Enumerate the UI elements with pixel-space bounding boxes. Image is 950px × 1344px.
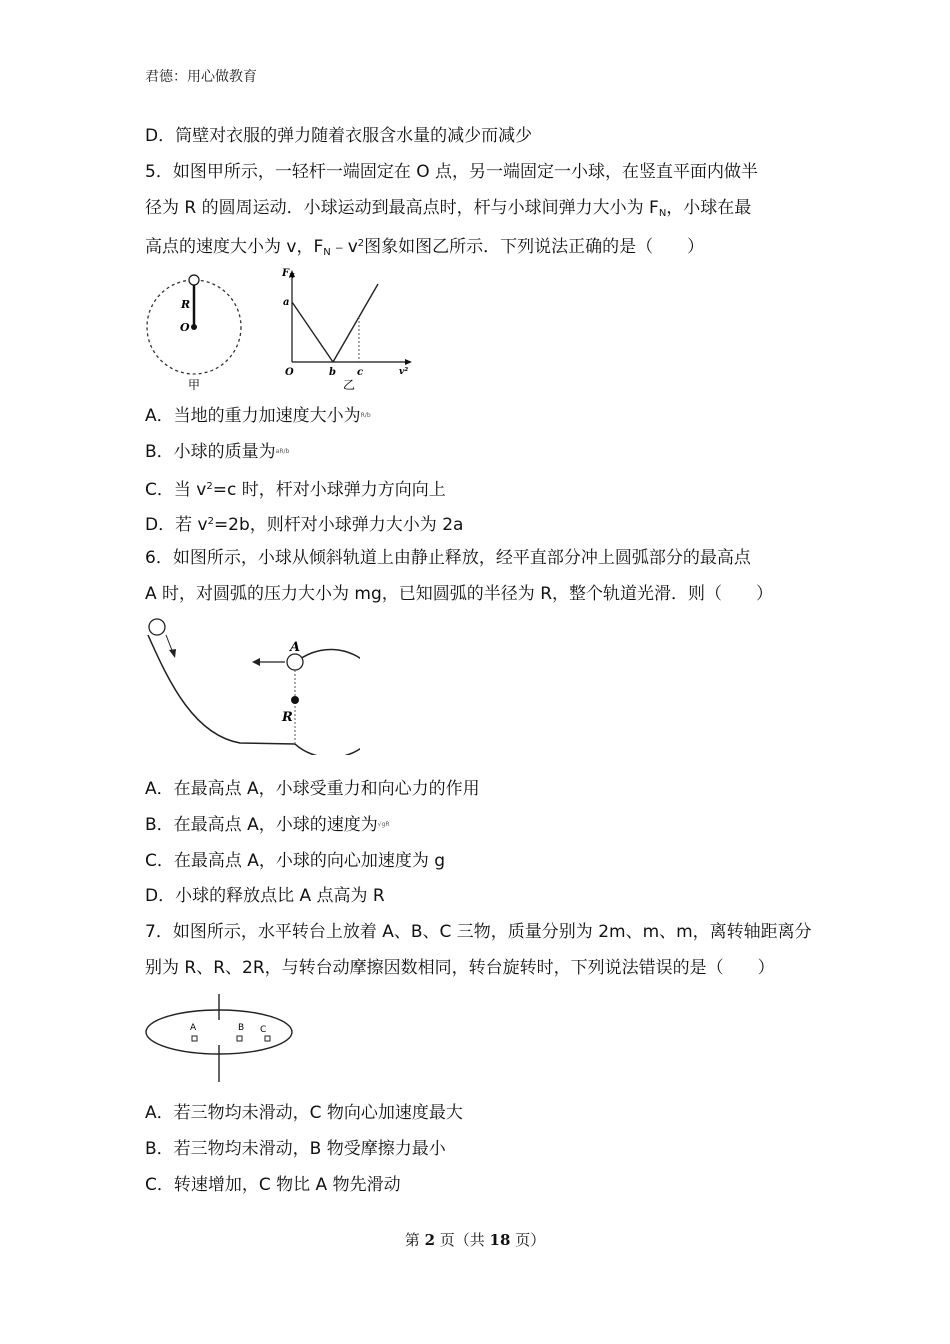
q5-option-d: D．若 $v^2=2b$，则杆对小球弹力大小为 2a bbox=[145, 515, 464, 535]
q5-figure-graph bbox=[275, 262, 420, 392]
caption-yi: 乙 bbox=[343, 378, 356, 392]
q6-option-b: B．在最高点 A，小球的速度为$^{√gR}$ bbox=[145, 815, 390, 835]
label-FN: $F_N$ bbox=[282, 268, 295, 280]
q5-option-a: A．当地的重力加速度大小为$^{R/b}$ bbox=[145, 406, 371, 426]
caption-jia: 甲 bbox=[188, 378, 201, 392]
q6-option-c: C．在最高点 A，小球的向心加速度为 g bbox=[145, 851, 446, 871]
label-A: A bbox=[290, 640, 301, 655]
label-B: B bbox=[238, 1023, 245, 1033]
label-origin: O bbox=[285, 367, 294, 378]
label-O: O bbox=[180, 321, 190, 334]
q6-stem-line2: A 时，对圆弧的压力大小为 mg，已知圆弧的半径为 R，整个轨道光滑．则（ ） bbox=[145, 584, 774, 604]
page-header: 君德：用心做教育 bbox=[145, 69, 257, 85]
q5-stem-line2: 径为 R 的圆周运动．小球运动到最高点时，杆与小球间弹力大小为 $F_N$，小球在最 bbox=[145, 198, 752, 219]
label-A: A bbox=[190, 1023, 197, 1033]
page-footer: 第 2 页（共 18 页） bbox=[404, 1231, 546, 1249]
label-c: c bbox=[357, 367, 364, 378]
q7-option-b: B．若三物均未滑动，B 物受摩擦力最小 bbox=[145, 1139, 446, 1159]
label-R: R bbox=[282, 710, 293, 725]
q5-option-c: C．当 $v^2=c$ 时，杆对小球弹力方向向上 bbox=[145, 480, 446, 500]
label-C: C bbox=[260, 1025, 267, 1035]
q6-stem-line1: 6．如图所示，小球从倾斜轨道上由静止释放，经平直部分冲上圆弧部分的最高点 bbox=[145, 548, 751, 568]
label-b: b bbox=[329, 367, 336, 378]
q5-stem-line3: 高点的速度大小为 v，$F_N﹣v^2$图象如图乙所示．下列说法正确的是（ ） bbox=[145, 237, 705, 258]
label-v2: v² bbox=[399, 367, 409, 377]
q7-stem-line1: 7．如图所示，水平转台上放着 A、B、C 三物，质量分别为 2m、m、m，离转轴距离分 bbox=[145, 922, 812, 942]
q6-option-a: A．在最高点 A，小球受重力和向心力的作用 bbox=[145, 779, 480, 799]
q4-option-d: D．筒壁对衣服的弹力随着衣服含水量的减少而减少 bbox=[145, 126, 533, 146]
label-a: a bbox=[283, 297, 290, 308]
q5-figure-circle bbox=[140, 268, 250, 393]
q5-stem-line1: 5．如图甲所示，一轻杆一端固定在 O 点，另一端固定一小球，在竖直平面内做半 bbox=[145, 162, 759, 182]
label-R: R bbox=[181, 298, 191, 311]
q5-option-b: B．小球的质量为$^{aR/b}$ bbox=[145, 442, 290, 462]
q6-option-d: D．小球的释放点比 A 点高为 R bbox=[145, 886, 385, 906]
q7-stem-line2: 别为 R、R、2R，与转台动摩擦因数相同，转台旋转时，下列说法错误的是（ ） bbox=[145, 958, 775, 978]
q6-figure-track bbox=[140, 615, 360, 755]
q7-option-a: A．若三物均未滑动，C 物向心加速度最大 bbox=[145, 1103, 463, 1123]
q7-figure-turntable bbox=[140, 990, 300, 1085]
q7-option-c: C．转速增加，C 物比 A 物先滑动 bbox=[145, 1175, 401, 1195]
